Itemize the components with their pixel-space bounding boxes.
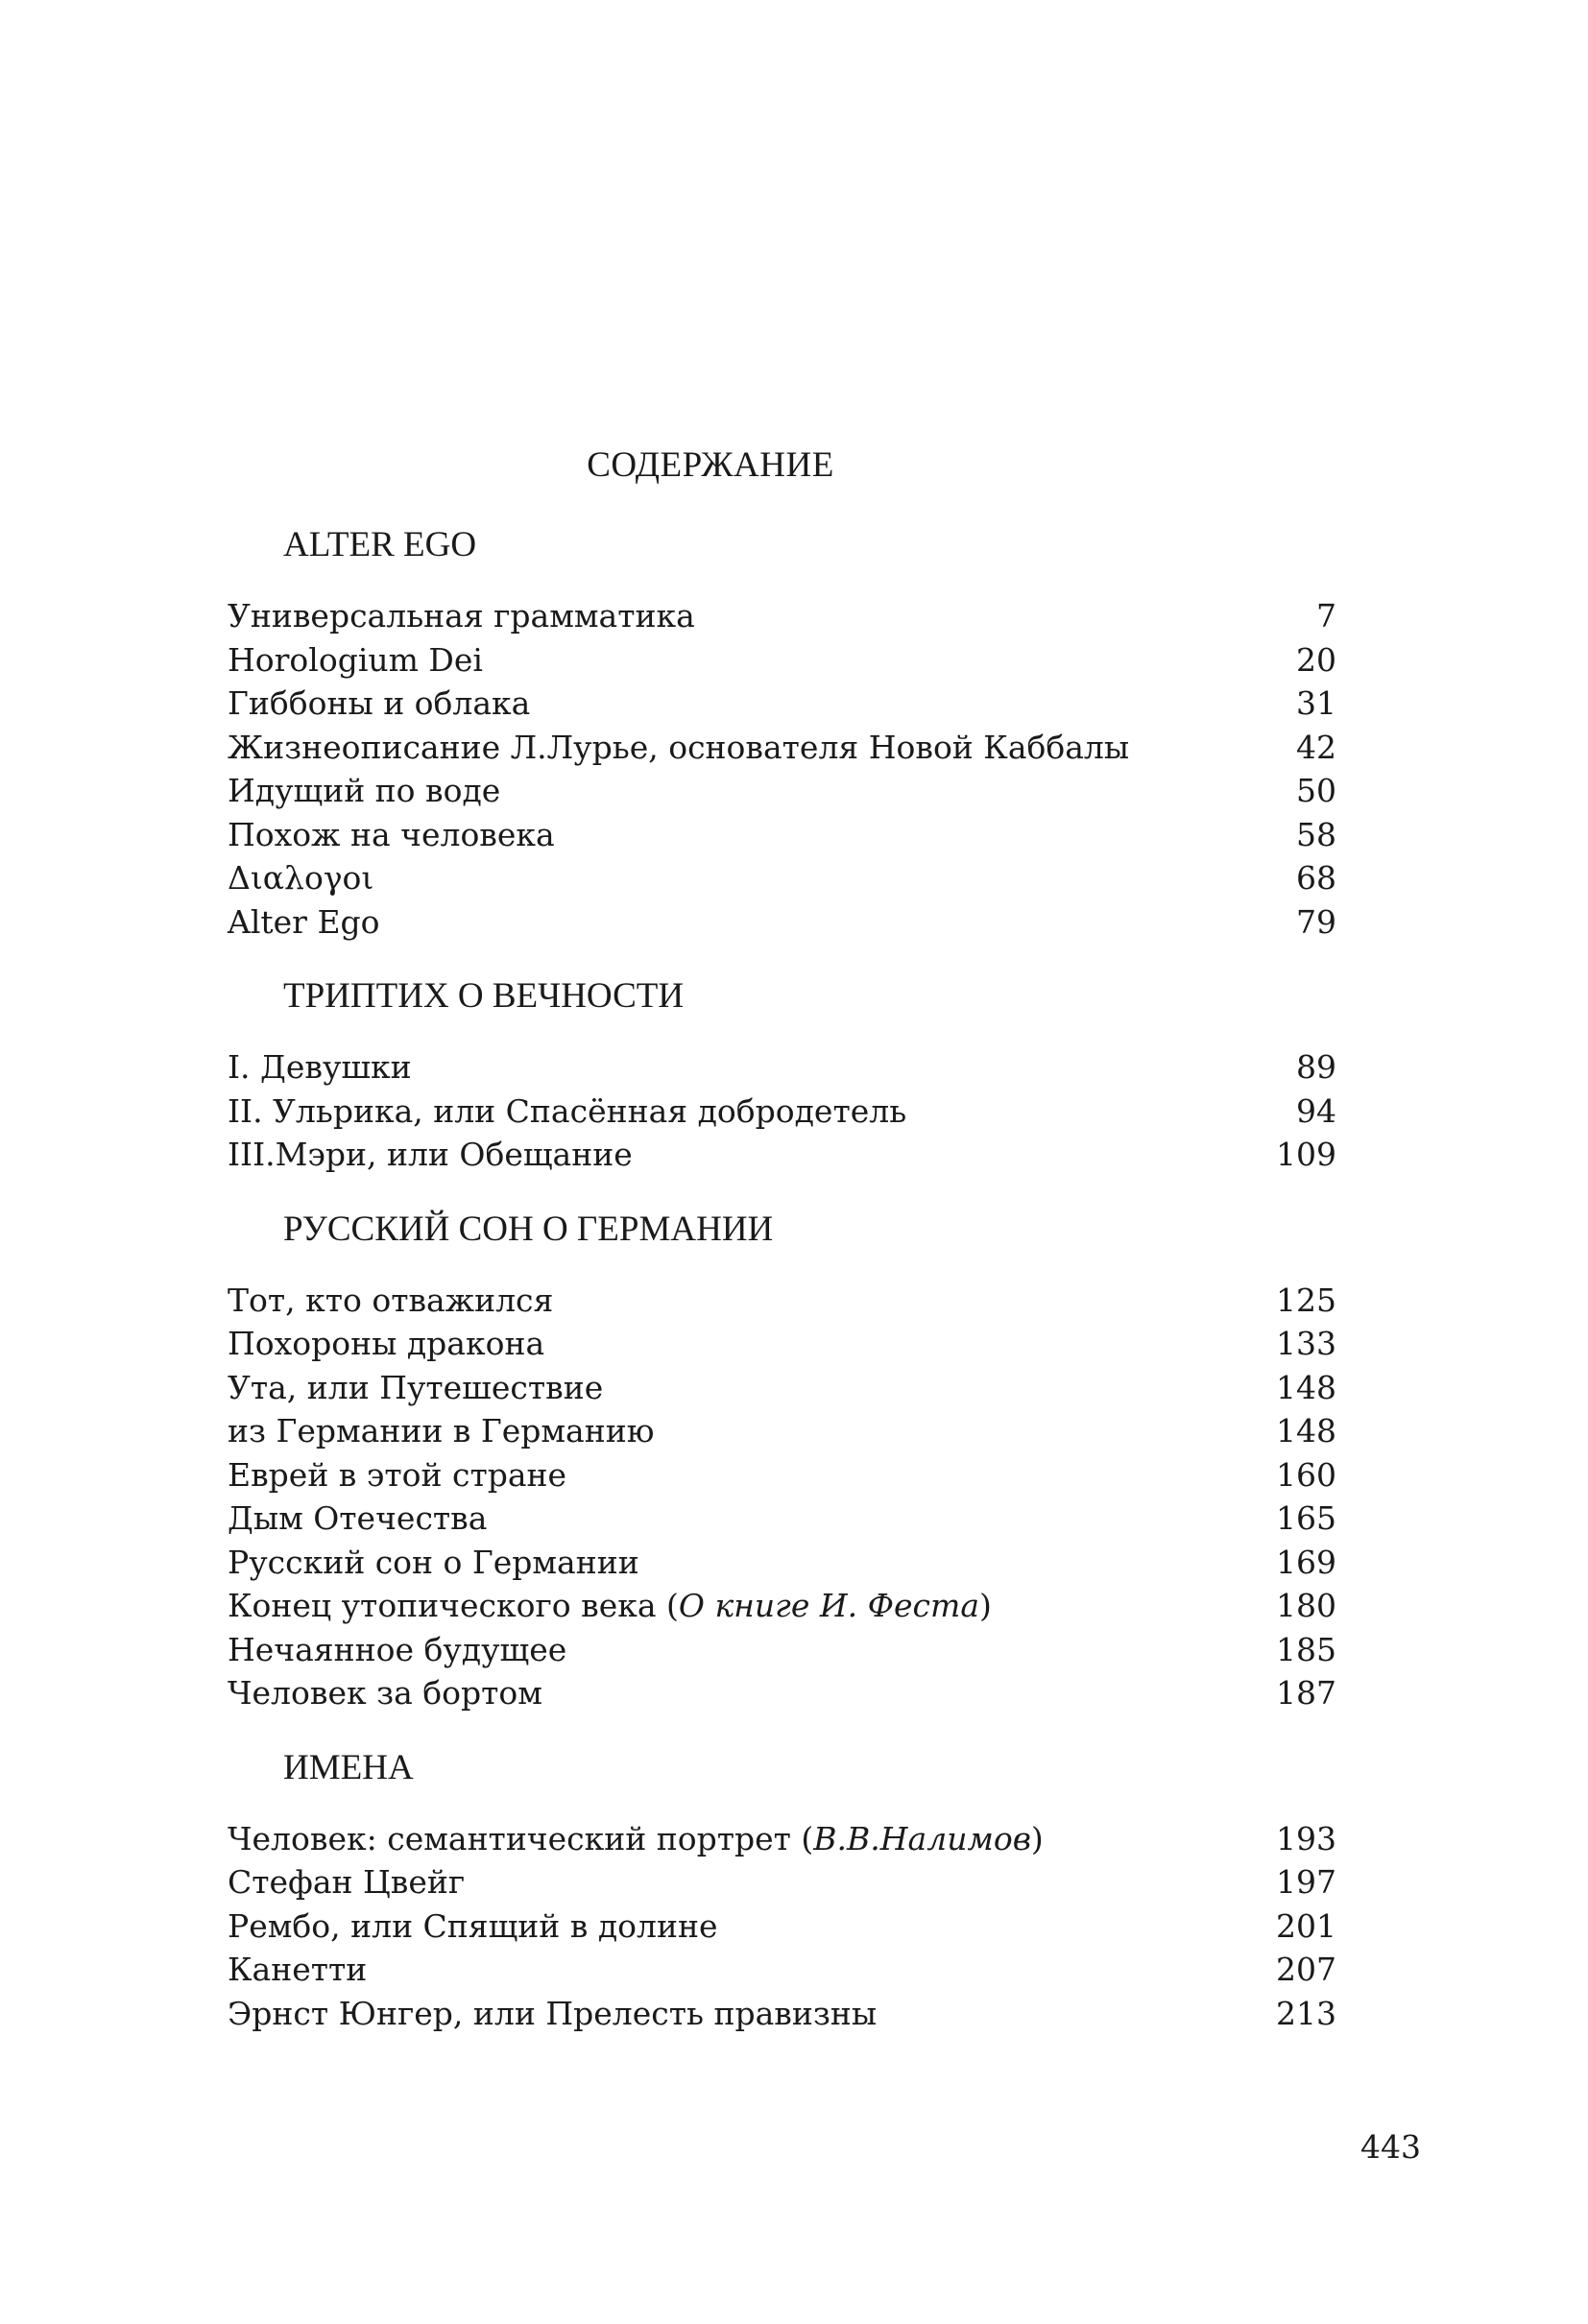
section-heading: ALTER EGO [283, 525, 477, 564]
entry-title [228, 769, 1296, 813]
entry-title [228, 1453, 1276, 1497]
page-title: СОДЕРЖАНИЕ [587, 445, 834, 485]
toc-entry [228, 1366, 1336, 1410]
toc-entry-list [228, 1045, 1336, 1177]
toc-section [228, 1208, 1336, 1715]
entry-title-text: Стефан Цвейг [228, 1863, 466, 1901]
toc-entry-list [228, 594, 1336, 944]
toc-entry [228, 682, 1336, 726]
entry-title [228, 900, 1296, 945]
entry-title [228, 1584, 1276, 1628]
page-number: 443 [1360, 2128, 1421, 2166]
entry-page-number: 148 [1276, 1368, 1336, 1406]
entry-title [228, 1905, 1276, 1949]
entry-title-text: Еврей в этой стране [228, 1455, 567, 1494]
entry-title [228, 1090, 1296, 1134]
entry-title-text: Διαλογοι [228, 859, 374, 897]
toc-entry-list [228, 1279, 1336, 1715]
entry-title [228, 856, 1296, 900]
toc-entry [228, 1497, 1336, 1541]
entry-title-text: Конец утопического века ( [228, 1587, 679, 1624]
entry-title-text: Эрнст Юнгер, или Прелесть правизны [228, 1994, 878, 2032]
entry-title [228, 726, 1296, 770]
section-heading: ИМЕНА [283, 1747, 414, 1787]
entry-page-number: 148 [1276, 1412, 1336, 1450]
entry-page-number: 58 [1296, 815, 1336, 853]
toc-entry [228, 1322, 1336, 1366]
entry-title-text: Русский сон о Германии [228, 1543, 639, 1581]
toc-entry-list [228, 1817, 1336, 2036]
toc-entry [228, 1090, 1336, 1134]
section-heading: РУССКИЙ СОН О ГЕРМАНИИ [283, 1209, 774, 1249]
entry-title [228, 638, 1296, 683]
toc-section [228, 974, 1336, 1177]
toc-entry [228, 726, 1336, 770]
entry-page-number: 68 [1296, 859, 1336, 897]
entry-page-number: 42 [1296, 728, 1336, 766]
entry-page-number: 185 [1276, 1630, 1336, 1668]
entry-title [228, 1045, 1296, 1090]
entry-title [228, 1992, 1276, 2036]
toc-entry [228, 1671, 1336, 1715]
entry-title [228, 682, 1296, 726]
toc-entry [228, 769, 1336, 813]
entry-title-text: Гиббоны и облака [228, 684, 531, 722]
entry-title [228, 1860, 1276, 1905]
entry-title-text: I. Девушки [228, 1048, 412, 1086]
toc-entry [228, 1045, 1336, 1090]
entry-title [228, 1279, 1276, 1323]
entry-title [228, 1322, 1276, 1366]
section-heading: ТРИПТИХ О ВЕЧНОСТИ [283, 976, 685, 1016]
toc-entry [228, 1541, 1336, 1585]
entry-page-number: 7 [1316, 597, 1336, 635]
entry-title-text: Идущий по воде [228, 772, 501, 809]
toc-entry [228, 638, 1336, 683]
entry-page-number: 109 [1276, 1136, 1336, 1173]
entry-title-text: Канетти [228, 1951, 368, 1988]
entry-title-note: О книге И. Феста [678, 1587, 979, 1624]
entry-title-note: В.В.Налимов [813, 1819, 1031, 1857]
entry-title-text: Похож на человека [228, 815, 555, 853]
entry-title-text: Человек: семантический портрет ( [228, 1819, 814, 1857]
entry-title-text: Дым Отечества [228, 1499, 488, 1537]
entry-title [228, 1671, 1276, 1715]
entry-title [228, 813, 1296, 857]
toc-entry [228, 856, 1336, 900]
entry-page-number: 160 [1276, 1455, 1336, 1494]
entry-title-text: Рембо, или Спящий в долине [228, 1906, 718, 1945]
entry-page-number: 207 [1276, 1951, 1336, 1988]
toc-entry [228, 813, 1336, 857]
entry-title-text: Ута, или Путешествие [228, 1368, 604, 1406]
entry-title [228, 1628, 1276, 1672]
entry-page-number: 165 [1276, 1499, 1336, 1537]
entry-title [228, 1133, 1276, 1177]
entry-page-number: 193 [1276, 1819, 1336, 1857]
entry-page-number: 20 [1296, 640, 1336, 679]
entry-title-text: Нечаянное будущее [228, 1630, 567, 1668]
toc-entry [228, 900, 1336, 945]
entry-page-number: 180 [1276, 1587, 1336, 1624]
toc-entry [228, 1948, 1336, 1992]
entry-title-text: Жизнеописание Л.Лурье, основателя Новой Каббалы [228, 728, 1130, 766]
table-of-contents [228, 523, 1336, 2066]
entry-page-number: 89 [1296, 1048, 1336, 1086]
toc-entry [228, 1817, 1336, 1861]
toc-entry [228, 1905, 1336, 1949]
toc-entry [228, 1453, 1336, 1497]
entry-title-text: II. Ульрика, или Спасённая добродетель [228, 1091, 907, 1130]
toc-entry [228, 594, 1336, 638]
entry-title [228, 1817, 1276, 1861]
entry-page-number: 213 [1276, 1994, 1336, 2032]
entry-title-text: Похороны дракона [228, 1325, 545, 1362]
entry-page-number: 79 [1296, 902, 1336, 941]
entry-title [228, 594, 1316, 638]
toc-section [228, 1746, 1336, 2036]
entry-title-text: из Германии в Германию [228, 1412, 655, 1450]
entry-title [228, 1366, 1276, 1410]
entry-page-number: 133 [1276, 1325, 1336, 1362]
entry-title-text: Alter Ego [228, 902, 380, 941]
entry-title [228, 1497, 1276, 1541]
entry-page-number: 31 [1296, 684, 1336, 722]
entry-title [228, 1409, 1276, 1453]
entry-page-number: 169 [1276, 1543, 1336, 1581]
entry-title [228, 1541, 1276, 1585]
toc-entry [228, 1279, 1336, 1323]
entry-title [228, 1948, 1276, 1992]
entry-page-number: 201 [1276, 1906, 1336, 1945]
entry-title-text: Horologium Dei [228, 640, 483, 679]
entry-title-text: III.Мэри, или Обещание [228, 1136, 633, 1173]
entry-page-number: 197 [1276, 1863, 1336, 1901]
toc-entry [228, 1133, 1336, 1177]
entry-title-text: Человек за бортом [228, 1674, 542, 1712]
toc-entry [228, 1992, 1336, 2036]
toc-section [228, 523, 1336, 944]
toc-entry [228, 1628, 1336, 1672]
entry-title-text: Универсальная грамматика [228, 597, 695, 635]
toc-entry [228, 1860, 1336, 1905]
entry-title-text: Тот, кто отважился [228, 1281, 554, 1319]
toc-entry [228, 1409, 1336, 1453]
entry-title-suffix: ) [979, 1587, 992, 1624]
entry-page-number: 125 [1276, 1281, 1336, 1319]
toc-entry [228, 1584, 1336, 1628]
entry-page-number: 94 [1296, 1091, 1336, 1130]
entry-title-suffix: ) [1030, 1819, 1044, 1857]
entry-page-number: 187 [1276, 1674, 1336, 1712]
entry-page-number: 50 [1296, 772, 1336, 809]
